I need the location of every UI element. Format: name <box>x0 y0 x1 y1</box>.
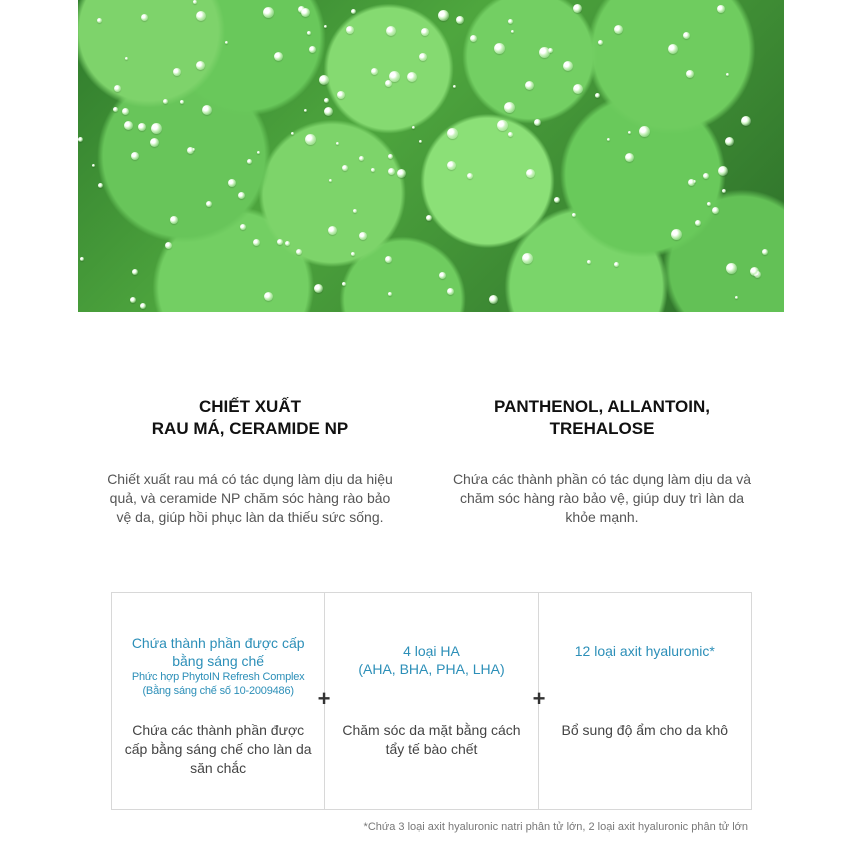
cell-description: Chứa các thành phần được cấp bằng sáng chế cho làn da săn chắc <box>124 722 312 776</box>
water-drop <box>336 142 339 145</box>
water-drop <box>750 267 759 276</box>
water-drop <box>225 41 228 44</box>
water-drop <box>130 297 136 303</box>
water-drop <box>264 292 273 301</box>
water-drop <box>163 99 168 104</box>
water-drop <box>324 98 329 103</box>
feature-text-panthenol: Chứa các thành phần có tác dụng làm dịu da và chăm sóc hàng rào bảo vệ, giúp duy trì làn da khỏe mạnh. <box>452 471 752 525</box>
water-drop <box>291 132 294 135</box>
water-drop <box>193 0 197 4</box>
water-drop <box>573 4 582 13</box>
water-drop <box>688 179 695 186</box>
water-drop <box>165 242 172 249</box>
water-drop <box>138 123 146 131</box>
water-drop <box>639 126 650 137</box>
water-drop <box>489 295 498 304</box>
water-drop <box>274 52 283 61</box>
water-drop <box>359 156 364 161</box>
water-drop <box>534 119 541 126</box>
water-drop <box>371 68 378 75</box>
water-drop <box>426 215 432 221</box>
water-drop <box>202 105 212 115</box>
water-drop <box>703 173 709 179</box>
water-drop <box>337 91 345 99</box>
water-drop <box>253 239 260 246</box>
water-drop <box>712 207 719 214</box>
water-drop <box>301 8 310 17</box>
water-drop <box>304 109 307 112</box>
table-cell-ha <box>325 593 538 809</box>
water-drop <box>141 14 148 21</box>
water-drop <box>447 288 454 295</box>
water-drop <box>735 296 738 299</box>
water-drop <box>309 46 316 53</box>
cell-description: Bổ sung độ ẩm cho da khô <box>561 722 729 738</box>
water-drop <box>447 161 456 170</box>
water-drop <box>614 25 623 34</box>
water-drop <box>671 229 682 240</box>
water-drop <box>257 151 260 154</box>
water-drop <box>614 262 619 267</box>
water-drop <box>328 226 337 235</box>
water-drop <box>494 43 505 54</box>
water-drop <box>419 140 422 143</box>
water-drop <box>412 126 415 129</box>
water-drop <box>607 138 610 141</box>
plus-icon: + <box>317 686 331 711</box>
hero-image <box>78 0 784 312</box>
water-drop <box>180 100 184 104</box>
footnote: *Chứa 3 loại axit hyaluronic natri phân tử lớn, 2 loại axit hyaluronic phân tử lớn <box>363 821 748 833</box>
cell-heading: Chứa thành phần được cấp bằng sáng chế Phức hợp PhytoIN Refresh Complex (Bằng sáng chế số 10-2009486) <box>131 635 305 697</box>
water-drop <box>628 131 631 134</box>
cell-description: Chăm sóc da mặt bằng cách tẩy tế bào chết <box>342 722 521 757</box>
water-drop <box>695 220 701 226</box>
water-drop <box>539 47 550 58</box>
water-drop <box>467 173 473 179</box>
water-drop <box>447 128 458 139</box>
water-drop <box>342 282 346 286</box>
water-drop <box>353 209 357 213</box>
water-drop <box>598 40 603 45</box>
water-drop <box>388 154 393 159</box>
water-drop <box>741 116 751 126</box>
water-drop <box>140 303 146 309</box>
water-drop <box>78 137 83 142</box>
water-drop <box>554 197 560 203</box>
table-cell-hyaluronic <box>539 593 751 809</box>
water-drop <box>206 201 212 207</box>
water-drop <box>170 216 178 224</box>
water-drop <box>277 239 283 245</box>
table-cell-patent <box>112 593 325 809</box>
water-drop <box>228 179 236 187</box>
water-drop <box>511 30 514 33</box>
water-drop <box>718 166 728 176</box>
water-drop <box>668 44 678 54</box>
water-drop <box>453 85 456 88</box>
water-drop <box>187 147 194 154</box>
water-drop <box>314 284 323 293</box>
water-drop <box>470 35 477 42</box>
water-drop <box>497 120 508 131</box>
water-drop <box>351 9 356 14</box>
water-drop <box>125 57 128 60</box>
water-drop <box>508 19 513 24</box>
water-drop <box>587 260 591 264</box>
water-drop <box>707 202 711 206</box>
water-drop <box>124 121 133 130</box>
water-drop <box>114 85 121 92</box>
water-drop <box>371 168 375 172</box>
water-drop <box>572 213 576 217</box>
water-drop <box>563 61 573 71</box>
water-drop <box>285 241 290 246</box>
water-drop <box>726 263 737 274</box>
water-drop <box>407 72 417 82</box>
water-drop <box>238 192 245 199</box>
water-drop <box>131 152 139 160</box>
water-drop <box>296 249 302 255</box>
water-drop <box>173 68 181 76</box>
water-drop <box>526 169 535 178</box>
water-drop <box>319 75 329 85</box>
water-drop <box>359 232 367 240</box>
water-drop <box>98 183 103 188</box>
feature-title-panthenol: PANTHENOL, ALLANTOIN, TREHALOSE <box>494 397 710 438</box>
water-drop <box>595 93 600 98</box>
water-drop <box>438 10 449 21</box>
feature-title-centella: CHIẾT XUẤT RAU MÁ, CERAMIDE NP <box>151 397 349 438</box>
water-drop <box>419 53 427 61</box>
water-drop <box>263 7 274 18</box>
water-drop <box>686 70 694 78</box>
water-drop <box>151 123 162 134</box>
water-drop <box>324 107 333 116</box>
water-drop <box>722 189 726 193</box>
water-drop <box>525 81 534 90</box>
water-drop <box>397 169 406 178</box>
water-drop <box>388 292 392 296</box>
water-drop <box>504 102 515 113</box>
water-drop <box>388 168 395 175</box>
water-drop <box>625 153 634 162</box>
water-drop <box>122 108 129 115</box>
cell-heading: 4 loại HA (AHA, BHA, PHA, LHA) <box>358 643 505 677</box>
water-drop <box>305 134 316 145</box>
water-drop <box>307 31 311 35</box>
water-drop <box>717 5 725 13</box>
water-drop <box>329 179 332 182</box>
water-drop <box>439 272 446 279</box>
cell-heading: 12 loại axit hyaluronic* <box>574 643 715 659</box>
water-drop <box>196 61 205 70</box>
plus-icon: + <box>532 686 546 711</box>
water-drop <box>351 252 355 256</box>
water-drop <box>92 164 95 167</box>
water-drop <box>573 84 583 94</box>
water-drop <box>97 18 102 23</box>
water-drop <box>132 269 138 275</box>
water-drop <box>196 11 206 21</box>
water-drop <box>386 26 396 36</box>
water-drop <box>324 25 327 28</box>
water-drop <box>456 16 464 24</box>
water-drop <box>726 73 729 76</box>
water-drop <box>508 132 513 137</box>
water-drop <box>522 253 533 264</box>
water-drop <box>346 26 354 34</box>
water-drop <box>725 137 734 146</box>
feature-text-centella: Chiết xuất rau má có tác dụng làm dịu da hiệu quả, và ceramide NP chăm sóc hàng rào bảo vệ da, giúp hồi phục làn da thiếu sức sống. <box>107 471 393 525</box>
ingredient-table <box>111 592 752 810</box>
water-drop <box>385 80 392 87</box>
water-drop <box>150 138 159 147</box>
water-drop <box>80 257 84 261</box>
water-drop <box>683 32 690 39</box>
water-drop <box>342 165 348 171</box>
water-drop <box>113 107 118 112</box>
water-drop <box>240 224 246 230</box>
water-drop <box>762 249 768 255</box>
water-drop <box>247 159 252 164</box>
water-drop <box>385 256 392 263</box>
water-drop <box>421 28 429 36</box>
